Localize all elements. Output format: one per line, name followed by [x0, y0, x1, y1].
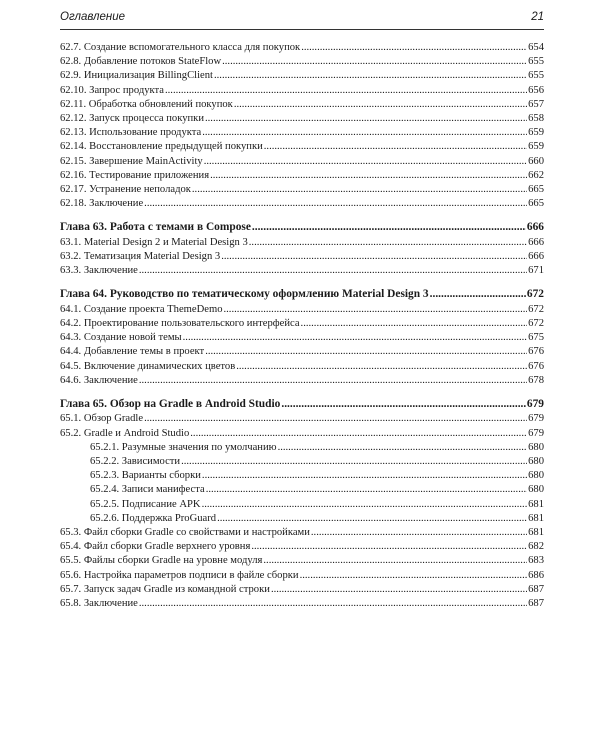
dot-leader	[300, 569, 528, 583]
toc-chapter-entry-page: 679	[526, 397, 544, 410]
toc-section-entry	[60, 155, 544, 169]
toc-section-entry-page: 656	[528, 84, 544, 96]
toc-subsection-entry-label: 65.2.2. Зависимости	[90, 456, 181, 467]
toc-section-entry-page: 682	[528, 541, 544, 553]
toc-section-entry-label: 65.5. Файлы сборки Gradle на уровне модуля	[60, 555, 263, 567]
dot-leader	[311, 526, 527, 540]
toc-chapter-entry-page: 666	[526, 221, 544, 234]
toc-section-entry-label: 65.3. Файл сборки Gradle со свойствами и настройками	[60, 526, 310, 538]
toc-section-entry-page: 672	[528, 318, 544, 329]
toc-section-entry	[60, 183, 544, 197]
toc-section-entry-page: 665	[528, 198, 544, 210]
toc-section-entry-label: 65.2. Gradle и Android Studio	[60, 427, 190, 439]
dot-leader	[214, 69, 527, 83]
toc-section-entry-page: 678	[528, 374, 544, 386]
toc-section-entry	[60, 583, 544, 597]
toc-section	[60, 396, 544, 611]
toc-section-entry	[60, 236, 544, 250]
toc-section-entry	[60, 55, 544, 69]
toc-section-entry-label: 62.15. Завершение MainActivity	[60, 155, 203, 167]
dot-leader	[210, 169, 527, 183]
toc-section-entry	[60, 112, 544, 126]
dot-leader	[139, 264, 527, 278]
toc-section-entry-label: 63.1. Material Design 2 и Material Design 3	[60, 236, 248, 248]
toc-section-entry	[60, 169, 544, 183]
toc-section-entry-page: 683	[528, 555, 544, 567]
toc-section-entry-page: 672	[528, 303, 544, 315]
toc-section-entry	[60, 412, 544, 426]
toc-section-entry-page: 660	[528, 155, 544, 167]
toc-subsection-entry-page: 680	[528, 470, 544, 482]
toc-section-entry-label: 64.6. Заключение	[60, 374, 138, 386]
dot-leader	[236, 360, 527, 374]
toc-section-entry	[60, 569, 544, 583]
toc-subsection-entry-page: 680	[528, 456, 544, 467]
dot-leader	[263, 554, 527, 568]
toc-section-entry-page: 675	[528, 332, 544, 344]
toc-section-entry-label: 64.4. Добавление темы в проект	[60, 346, 205, 358]
toc-section-entry	[60, 126, 544, 140]
toc-chapter-entry-label: Глава 65. Обзор на Gradle в Android Studio	[60, 397, 281, 410]
dot-leader	[224, 303, 528, 317]
toc-section-entry-label: 65.8. Заключение	[60, 597, 138, 609]
toc-section-entry	[60, 197, 544, 211]
dot-leader	[139, 374, 527, 388]
dot-leader	[144, 412, 527, 426]
toc-section-entry-label: 62.13. Использование продукта	[60, 127, 202, 139]
toc-section-entry	[60, 540, 544, 554]
toc-section-entry-label: 64.5. Включение динамических цветов	[60, 360, 236, 372]
toc-section-entry-page: 662	[528, 169, 544, 181]
dot-leader	[249, 236, 527, 250]
toc-section-entry-page: 657	[528, 98, 544, 110]
toc-section-entry-label: 65.6. Настройка параметров подписи в файле сборки	[60, 569, 299, 581]
toc-section-entry-label: 65.4. Файл сборки Gradle верхнего уровня	[60, 541, 251, 553]
toc-subsection-entry-label: 65.2.1. Разумные значения по умолчанию	[90, 441, 277, 453]
toc-section-entry	[60, 597, 544, 611]
dot-leader	[190, 427, 527, 441]
dot-leader	[301, 41, 527, 55]
dot-leader	[222, 55, 527, 69]
toc-section-entry-page: 659	[528, 141, 544, 153]
toc-subsection-entry	[60, 483, 544, 497]
toc-subsection-entry	[60, 512, 544, 526]
toc-section	[60, 41, 544, 211]
toc-subsection-entry	[60, 469, 544, 483]
toc-chapter-entry-label: Глава 64. Руководство по тематическому оформлению Material Design 3	[60, 288, 429, 301]
header-rule	[60, 29, 544, 30]
toc-section-entry-page: 676	[528, 346, 544, 358]
running-header-page-number: 21	[531, 11, 544, 23]
toc-section-entry-page: 654	[528, 42, 544, 53]
toc-section-entry-page: 679	[528, 427, 544, 439]
toc-section-entry-label: 64.1. Создание проекта ThemeDemo	[60, 303, 223, 315]
toc-section-entry	[60, 140, 544, 154]
toc-section-entry-label: 62.17. Устранение неполадок	[60, 183, 191, 195]
dot-leader	[139, 597, 527, 611]
toc-subsection-entry-label: 65.2.4. Записи манифеста	[90, 484, 205, 496]
dot-leader	[206, 483, 527, 497]
dot-leader	[251, 540, 527, 554]
toc-section-entry	[60, 250, 544, 264]
toc-section-entry-page: 687	[528, 583, 544, 595]
running-header-title: Оглавление	[60, 11, 125, 23]
toc-section-entry	[60, 84, 544, 98]
dot-leader	[144, 197, 527, 211]
toc-section-entry-page: 665	[528, 183, 544, 195]
dot-leader	[252, 219, 526, 236]
toc-chapter-entry-page: 672	[526, 288, 544, 301]
toc-section	[60, 219, 544, 278]
toc-section-entry-label: 62.14. Восстановление предыдущей покупки	[60, 141, 263, 153]
toc-chapter-entry-label: Глава 63. Работа с темами в Compose	[60, 221, 251, 234]
toc-section-entry-page: 655	[528, 56, 544, 68]
toc-section-entry	[60, 427, 544, 441]
dot-leader	[202, 126, 527, 140]
toc-section-entry	[60, 303, 544, 317]
toc-section-entry-page: 655	[528, 70, 544, 82]
toc-subsection-entry-page: 680	[528, 441, 544, 453]
toc-section-entry	[60, 69, 544, 83]
toc-section-entry-page: 686	[528, 569, 544, 581]
toc-subsection-entry-page: 681	[528, 512, 544, 524]
toc-section-entry-label: 62.9. Инициализация BillingClient	[60, 70, 213, 82]
toc-chapter-entry	[60, 396, 544, 413]
toc-section-entry	[60, 374, 544, 388]
toc-section-entry-label: 62.11. Обработка обновлений покупок	[60, 98, 233, 110]
toc-section-entry-page: 676	[528, 360, 544, 372]
dot-leader	[202, 498, 528, 512]
dot-leader	[278, 441, 528, 455]
dot-leader	[205, 112, 527, 126]
toc-section-entry-label: 65.1. Обзор Gradle	[60, 413, 144, 425]
toc-section	[60, 286, 544, 388]
toc-section-entry-label: 64.3. Создание новой темы	[60, 332, 182, 344]
dot-leader	[165, 84, 527, 98]
toc-chapter-entry	[60, 219, 544, 236]
toc-section-entry-label: 63.2. Тематизация Material Design 3	[60, 250, 221, 262]
dot-leader	[430, 286, 526, 303]
toc-section-entry-label: 62.8. Добавление потоков StateFlow	[60, 56, 222, 68]
table-of-contents	[60, 41, 544, 611]
toc-subsection-entry-label: 65.2.5. Подписание APK	[90, 498, 201, 510]
toc-section-entry-page: 679	[528, 413, 544, 425]
toc-section-entry-page: 666	[528, 250, 544, 262]
toc-subsection-entry-label: 65.2.3. Варианты сборки	[90, 470, 201, 482]
toc-subsection-entry-page: 680	[528, 484, 544, 496]
dot-leader	[192, 183, 527, 197]
toc-section-entry	[60, 41, 544, 55]
toc-section-entry	[60, 317, 544, 331]
toc-section-entry	[60, 264, 544, 278]
toc-section-entry-label: 65.7. Запуск задач Gradle из командной строки	[60, 583, 270, 595]
toc-section-entry	[60, 98, 544, 112]
running-header	[60, 10, 544, 30]
toc-subsection-entry	[60, 498, 544, 512]
toc-section-entry-label: 62.12. Запуск процесса покупки	[60, 112, 204, 124]
toc-section-entry-page: 687	[528, 597, 544, 609]
toc-section-entry-page: 681	[528, 526, 544, 538]
dot-leader	[301, 317, 528, 331]
toc-subsection-entry-label: 65.2.6. Поддержка ProGuard	[90, 512, 217, 524]
toc-section-entry-label: 64.2. Проектирование пользовательского интерфейса	[60, 318, 300, 329]
toc-subsection-entry	[60, 441, 544, 455]
toc-section-entry	[60, 554, 544, 568]
toc-subsection-entry	[60, 455, 544, 469]
toc-section-entry	[60, 360, 544, 374]
toc-section-entry	[60, 345, 544, 359]
toc-section-entry-label: 62.18. Заключение	[60, 198, 144, 210]
dot-leader	[281, 396, 526, 413]
dot-leader	[183, 331, 527, 345]
toc-section-entry-label: 63.3. Заключение	[60, 265, 138, 277]
toc-section-entry-page: 671	[528, 265, 544, 277]
dot-leader	[221, 250, 527, 264]
dot-leader	[264, 140, 527, 154]
toc-section-entry	[60, 526, 544, 540]
toc-section-entry-label: 62.10. Запрос продукта	[60, 84, 164, 96]
dot-leader	[217, 512, 527, 526]
toc-section-entry-page: 659	[528, 127, 544, 139]
toc-section-entry	[60, 331, 544, 345]
dot-leader	[234, 98, 527, 112]
toc-subsection-entry-page: 681	[528, 498, 544, 510]
dot-leader	[205, 345, 527, 359]
dot-leader	[204, 155, 527, 169]
toc-section-entry-page: 658	[528, 112, 544, 124]
dot-leader	[181, 455, 527, 469]
toc-section-entry-label: 62.7. Создание вспомогательного класса для покупок	[60, 42, 301, 53]
toc-section-entry-label: 62.16. Тестирование приложения	[60, 169, 210, 181]
toc-chapter-entry	[60, 286, 544, 303]
dot-leader	[202, 469, 527, 483]
toc-section-entry-page: 666	[528, 236, 544, 248]
dot-leader	[271, 583, 527, 597]
